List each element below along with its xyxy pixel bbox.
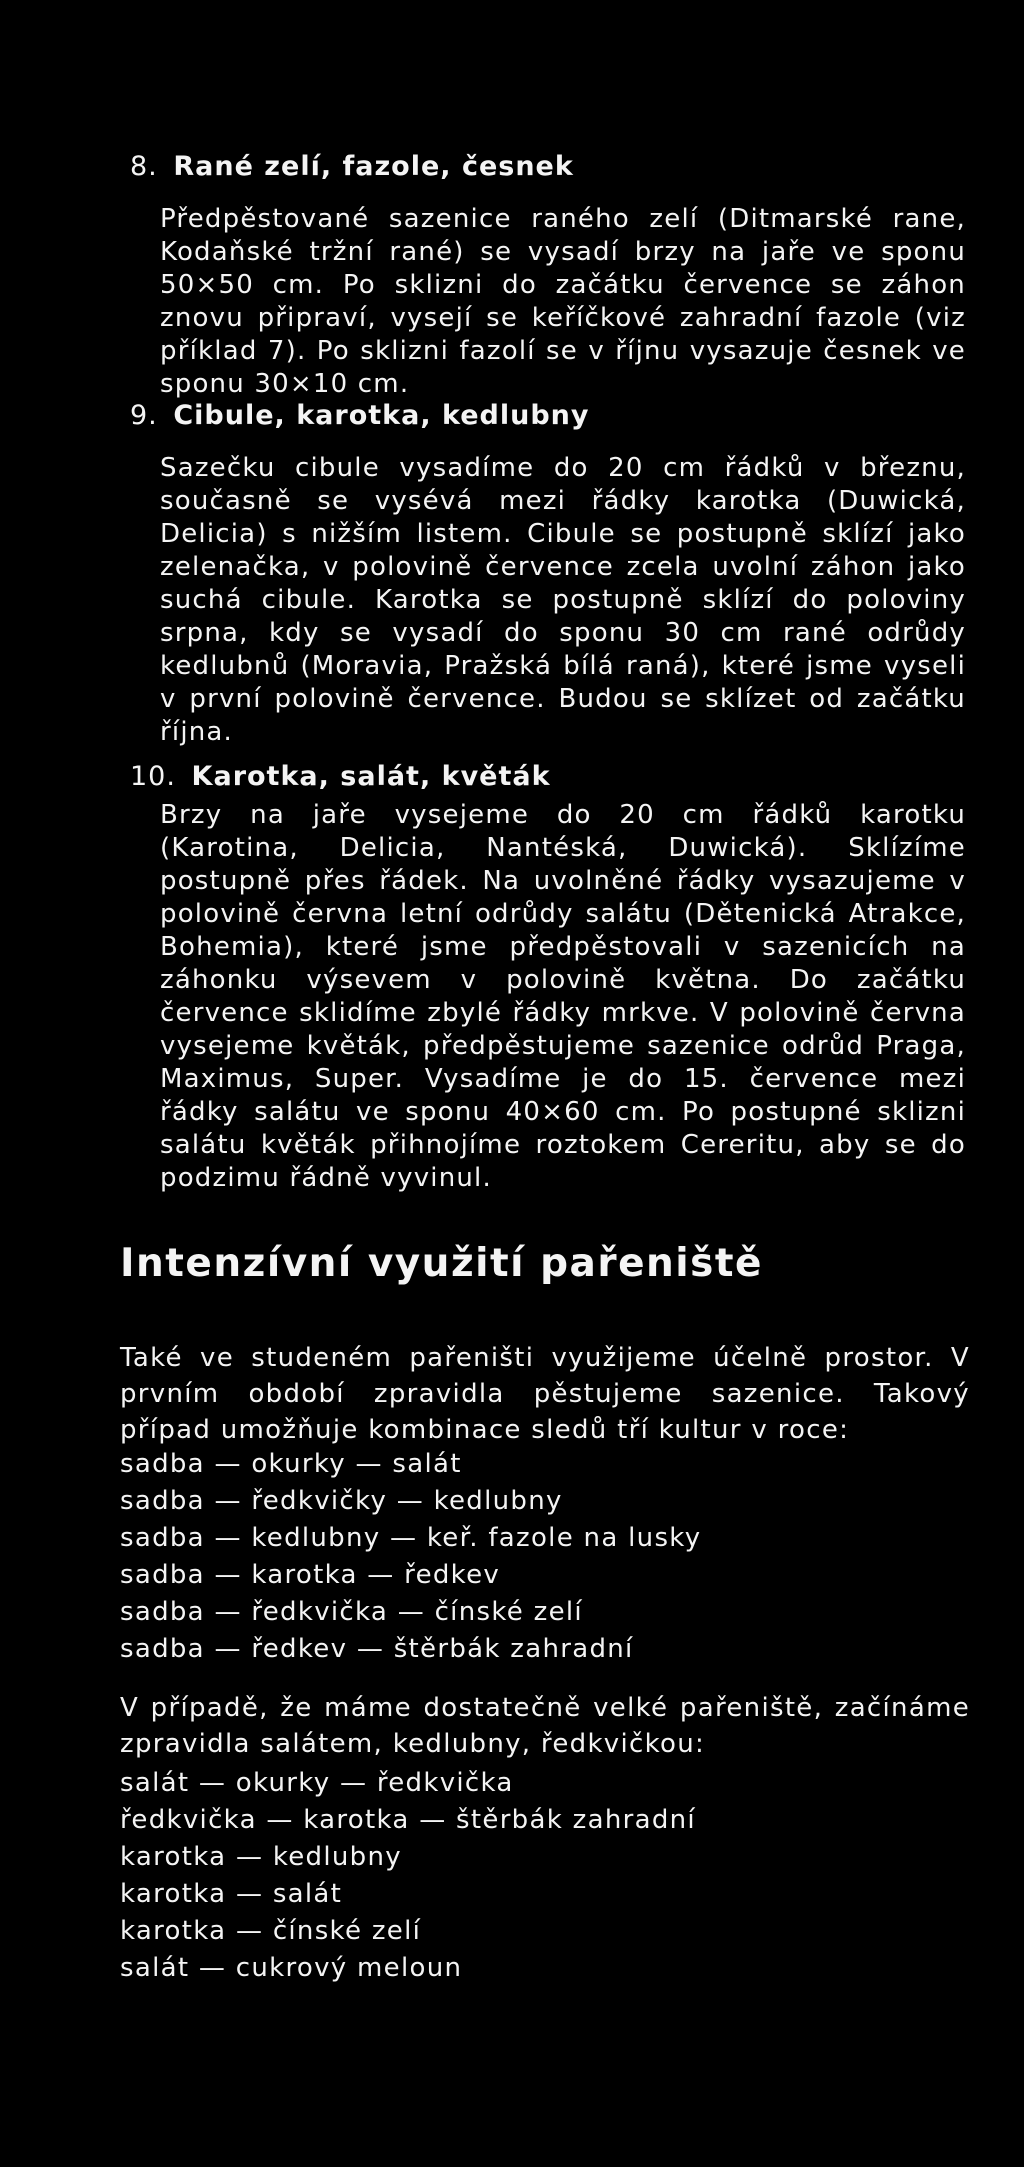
section-8-text: Předpěstované sazenice raného zelí (Ditmarské rane, Kodaňské tržní rané) se vysadí brzy na jaře ve sponu 50×50 cm. Po sklizni do začátku července se záhon znovu připraví, vysejí se keříčkové zahradní fazole (viz příklad 7). Po sklizni fazolí se v říjnu vysazuje česnek ve sponu 30×10 cm. bbox=[160, 204, 966, 399]
chapter-intro-text: Také ve studeném pařeništi využijeme účelně prostor. V prvním období zpravidla pěstujeme sazenice. Takový případ umožňuje kombinace sledů tří kultur v roce: bbox=[120, 1343, 970, 1445]
section-title: Rané zelí, fazole, česnek bbox=[173, 151, 574, 182]
section-9-heading bbox=[130, 399, 589, 433]
list-item: salát — cukrový meloun bbox=[120, 1953, 463, 1983]
list-item: salát — okurky — ředkvička bbox=[120, 1768, 514, 1798]
list-item: sadba — ředkvička — čínské zelí bbox=[120, 1597, 583, 1627]
list-item: karotka — kedlubny bbox=[120, 1842, 402, 1872]
chapter-title: Intenzívní využití pařeniště bbox=[120, 1241, 763, 1286]
section-number: 10. bbox=[130, 761, 176, 792]
section-8-heading bbox=[130, 150, 574, 184]
section-10-text: Brzy na jaře vysejeme do 20 cm řádků karotku (Karotina, Delicia, Nantéská, Duwická). Sklízíme postupně přes řádek. Na uvolněné řádky vysazujeme v polovině června letní odrůdy salátu (Dětenická Atrakce, Bohemia), které jsme předpěstovali v sazenicích na záhonku výsevem v polovině května. Do začátku července sklidíme zbylé řádky mrkve. V polovině června vysejeme květák, předpěstujeme sazenice odrůd Praga, Maximus, Super. Vysadíme je do 15. července mezi řádky salátu ve sponu 40×60 cm. Po postupné sklizni salátu květák přihnojíme roztokem Cereritu, aby se do podzimu řádně vyvinul. bbox=[160, 800, 966, 1193]
section-title: Cibule, karotka, kedlubny bbox=[173, 400, 590, 431]
list-item: sadba — okurky — salát bbox=[120, 1449, 462, 1479]
list-item: ředkvička — karotka — štěrbák zahradní bbox=[120, 1805, 696, 1835]
section-number: 9. bbox=[130, 400, 158, 431]
chapter-middle-text: V případě, že máme dostatečně velké pařeniště, začínáme zpravidla salátem, kedlubny, ředkvičkou: bbox=[120, 1693, 970, 1759]
list-item: sadba — ředkvičky — kedlubny bbox=[120, 1486, 563, 1516]
list-item: sadba — ředkev — štěrbák zahradní bbox=[120, 1634, 634, 1664]
section-title: Karotka, salát, květák bbox=[191, 761, 551, 792]
crop-sequence-list-1 bbox=[120, 1446, 701, 1668]
section-10-heading bbox=[130, 760, 551, 794]
section-9-text: Sazečku cibule vysadíme do 20 cm řádků v březnu, současně se vysévá mezi řádky karotka (Duwická, Delicia) s nižším listem. Cibule se postupně sklízí jako zelenačka, v polovině července zcela uvolní záhon jako suchá cibule. Karotka se postupně sklízí do poloviny srpna, kdy se vysadí do sponu 30 cm rané odrůdy kedlubnů (Moravia, Pražská bílá raná), které jsme vyseli v první polovině července. Budou se sklízet od začátku října. bbox=[160, 453, 966, 747]
list-item: karotka — čínské zelí bbox=[120, 1916, 422, 1946]
list-item: sadba — karotka — ředkev bbox=[120, 1560, 501, 1590]
list-item: sadba — kedlubny — keř. fazole na lusky bbox=[120, 1523, 702, 1553]
section-number: 8. bbox=[130, 151, 158, 182]
crop-sequence-list-2 bbox=[120, 1765, 696, 1987]
list-item: karotka — salát bbox=[120, 1879, 343, 1909]
